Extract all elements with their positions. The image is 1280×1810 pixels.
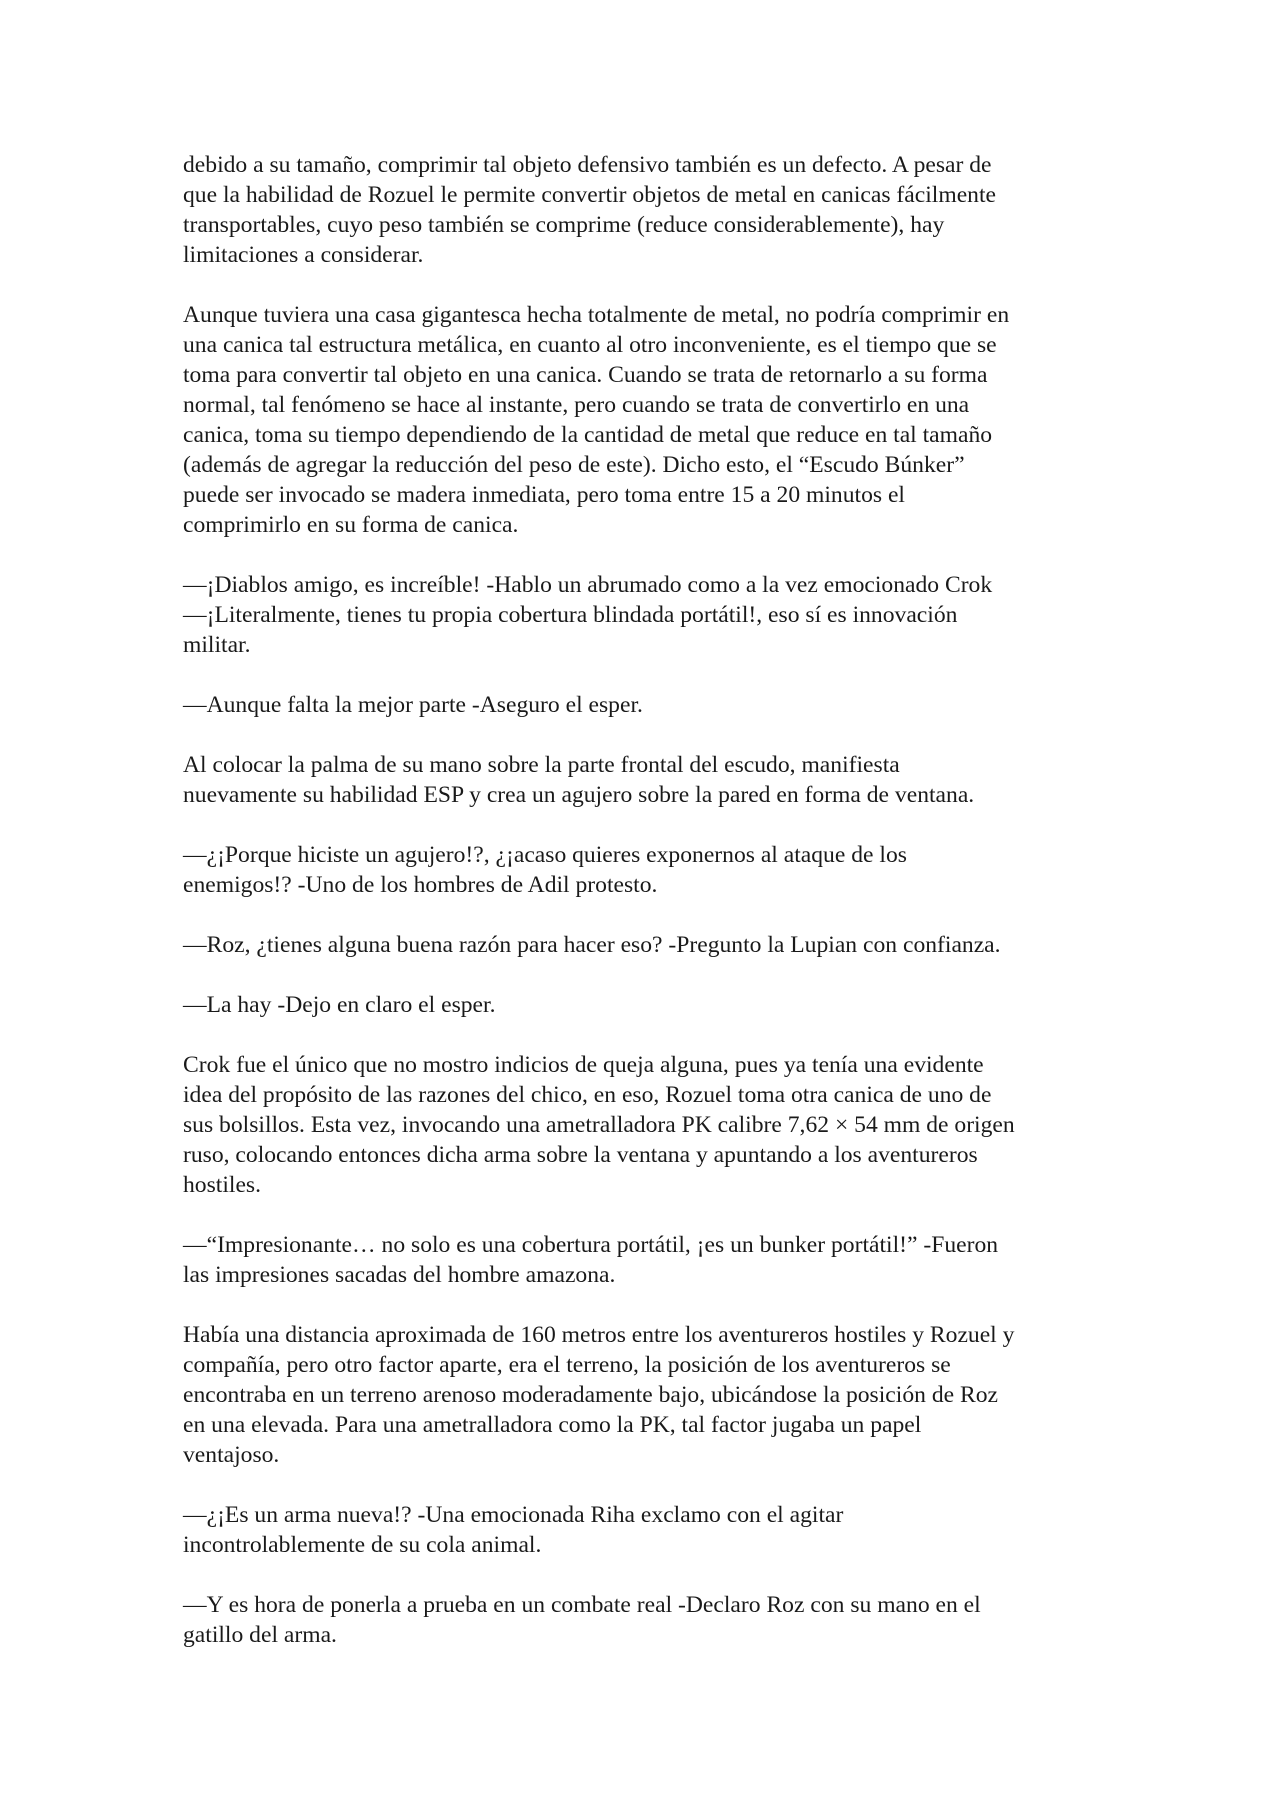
paragraph [183, 1590, 1103, 1650]
text-line: idea del propósito de las razones del chico, en eso, Rozuel toma otra canica de uno de [183, 1082, 992, 1108]
text-line: —Roz, ¿tienes alguna buena razón para hacer eso? -Pregunto la Lupian con confianza. [183, 932, 1001, 958]
text-line: gatillo del arma. [183, 1622, 337, 1648]
paragraph [183, 690, 1103, 720]
text-line: limitaciones a considerar. [183, 242, 424, 268]
document-page [183, 150, 1103, 1650]
text-line: debido a su tamaño, comprimir tal objeto defensivo también es un defecto. A pesar de [183, 152, 992, 178]
paragraph [183, 300, 1103, 540]
text-line: —¡Literalmente, tienes tu propia cobertura blindada portátil!, eso sí es innovación [183, 602, 958, 628]
paragraph [183, 930, 1103, 960]
paragraph [183, 750, 1103, 810]
text-line: Había una distancia aproximada de 160 metros entre los aventureros hostiles y Rozuel y [183, 1322, 1015, 1348]
text-line: toma para convertir tal objeto en una canica. Cuando se trata de retornarlo a su forma [183, 362, 988, 388]
text-line: Al colocar la palma de su mano sobre la parte frontal del escudo, manifiesta [183, 752, 900, 778]
text-line: puede ser invocado se madera inmediata, pero toma entre 15 a 20 minutos el [183, 482, 905, 508]
paragraph [183, 1230, 1103, 1290]
text-line: —¿¡Es un arma nueva!? -Una emocionada Riha exclamo con el agitar [183, 1502, 844, 1528]
text-line: hostiles. [183, 1172, 261, 1198]
text-line: incontrolablemente de su cola animal. [183, 1532, 542, 1558]
text-line: canica, toma su tiempo dependiendo de la cantidad de metal que reduce en tal tamaño [183, 422, 993, 448]
text-line: Crok fue el único que no mostro indicios de queja alguna, pues ya tenía una evidente [183, 1052, 984, 1078]
text-line: encontraba en un terreno arenoso moderadamente bajo, ubicándose la posición de Roz [183, 1382, 998, 1408]
text-line: —“Impresionante… no solo es una cobertura portátil, ¡es un bunker portátil!” -Fueron [183, 1232, 999, 1258]
text-line: ventajoso. [183, 1442, 280, 1468]
text-line: —Y es hora de ponerla a prueba en un combate real -Declaro Roz con su mano en el [183, 1592, 981, 1618]
paragraph [183, 840, 1103, 900]
text-line: —La hay -Dejo en claro el esper. [183, 992, 496, 1018]
text-line: (además de agregar la reducción del peso de este). Dicho esto, el “Escudo Búnker” [183, 452, 965, 478]
text-line: ruso, colocando entonces dicha arma sobre la ventana y apuntando a los aventureros [183, 1142, 978, 1168]
paragraph [183, 1320, 1103, 1470]
text-line: enemigos!? -Uno de los hombres de Adil protesto. [183, 872, 658, 898]
text-line: compañía, pero otro factor aparte, era el terreno, la posición de los aventureros se [183, 1352, 951, 1378]
text-line: Aunque tuviera una casa gigantesca hecha totalmente de metal, no podría comprimir en [183, 302, 1010, 328]
text-line: comprimirlo en su forma de canica. [183, 512, 519, 538]
paragraph [183, 150, 1103, 270]
text-line: —Aunque falta la mejor parte -Aseguro el esper. [183, 692, 643, 718]
text-line: las impresiones sacadas del hombre amazona. [183, 1262, 616, 1288]
text-line: transportables, cuyo peso también se comprime (reduce considerablemente), hay [183, 212, 945, 238]
text-line: que la habilidad de Rozuel le permite convertir objetos de metal en canicas fácilmente [183, 182, 996, 208]
text-line: nuevamente su habilidad ESP y crea un agujero sobre la pared en forma de ventana. [183, 782, 975, 808]
text-line: sus bolsillos. Esta vez, invocando una ametralladora PK calibre 7,62 × 54 mm de origen [183, 1112, 1015, 1138]
text-line: —¡Diablos amigo, es increíble! -Hablo un abrumado como a la vez emocionado Crok [183, 572, 993, 598]
paragraph [183, 1050, 1103, 1200]
paragraph [183, 570, 1103, 660]
text-line: normal, tal fenómeno se hace al instante, pero cuando se trata de convertirlo en una [183, 392, 970, 418]
text-line: una canica tal estructura metálica, en cuanto al otro inconveniente, es el tiempo que se [183, 332, 997, 358]
text-line: —¿¡Porque hiciste un agujero!?, ¿¡acaso quieres exponernos al ataque de los [183, 842, 907, 868]
text-line: militar. [183, 632, 251, 658]
paragraph [183, 1500, 1103, 1560]
text-line: en una elevada. Para una ametralladora como la PK, tal factor jugaba un papel [183, 1412, 922, 1438]
paragraph [183, 990, 1103, 1020]
